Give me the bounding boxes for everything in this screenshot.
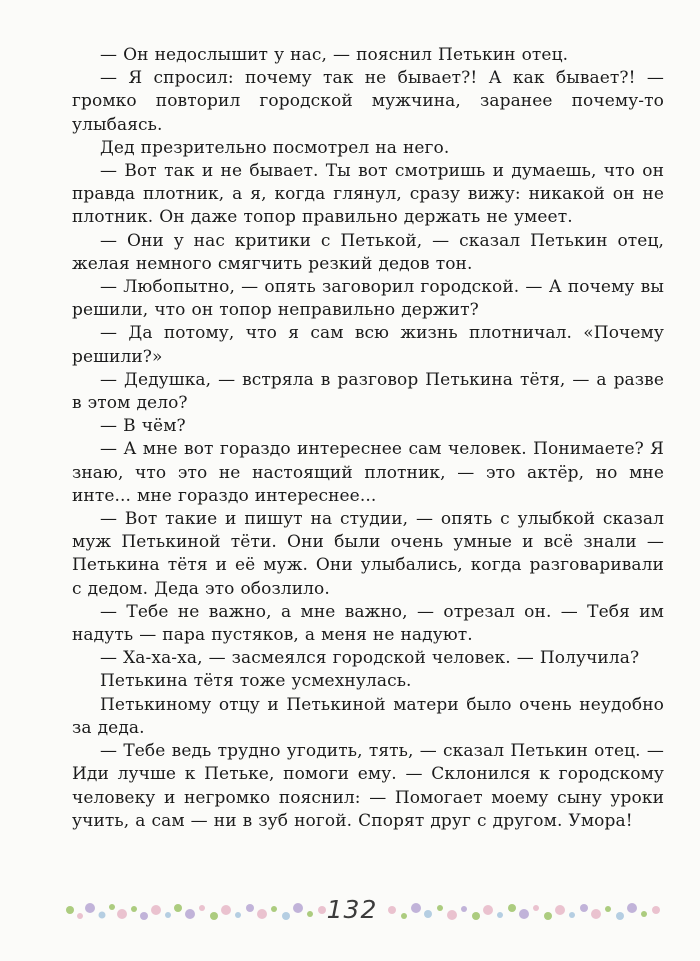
paragraph-2: — Я спросил: почему так не бывает?! А как бывает?! — громко повторил городской мужчина, заранее почему-то улыбаясь. bbox=[72, 68, 664, 135]
paragraph-14: Петькина тётя тоже усмехнулась. bbox=[100, 671, 412, 692]
page-number: 132 bbox=[326, 895, 378, 924]
paragraph-9: — В чём? bbox=[100, 416, 186, 437]
paragraph-13: — Ха-ха-ха, — засмеялся городской человек. — Получила? bbox=[100, 648, 640, 669]
story-text bbox=[72, 44, 664, 833]
paragraph-7: — Да потому, что я сам всю жизнь плотничал. «Почему решили?» bbox=[72, 323, 664, 367]
paragraph-8: — Дедушка, — встряла в разговор Петькина тётя, — а разве в этом дело? bbox=[72, 369, 664, 414]
paragraph-12: — Тебе не важно, а мне важно, — отрезал он. — Тебя им надуть — пара пустяков, а меня не надуют. bbox=[72, 601, 664, 646]
paragraph-3: Дед презрительно посмотрел на него. bbox=[100, 137, 450, 158]
paragraph-11: — Вот такие и пишут на студии, — опять с улыбкой сказал муж Петькиной тёти. Они были очень умные и всё знали — Петькина тётя и её муж. Они улыбались, когда разговаривали с дедом. Деда это обозлило. bbox=[72, 509, 664, 599]
page-footer bbox=[62, 890, 672, 936]
paragraph-1: — Он недослышит у нас, — пояснил Петькин отец. bbox=[100, 45, 569, 65]
paragraph-16: — Тебе ведь трудно угодить, тять, — сказал Петькин отец. — Иди лучше к Петьке, помоги ему. — Склонился к городскому человеку и негромко пояснил: — Помогает моему сыну уроки учить, а сам — ни в зуб ногой. Спорят друг с другом. Умора! bbox=[72, 741, 664, 831]
paragraph-15: Петькиному отцу и Петькиной матери было очень неудобно за деда. bbox=[72, 694, 664, 738]
paragraph-10: — А мне вот гораздо интереснее сам человек. Понимаете? Я знаю, что это не настоящий плотник, — это актёр, но мне инте... мне гораздо интереснее... bbox=[72, 439, 664, 506]
paragraph-6: — Любопытно, — опять заговорил городской. — А почему вы решили, что он топор неправильно держит? bbox=[72, 277, 664, 321]
paragraph-5: — Они у нас критики с Петькой, — сказал Петькин отец, желая немного смягчить резкий дедов тон. bbox=[72, 230, 664, 274]
paragraph-4: — Вот так и не бывает. Ты вот смотришь и думаешь, что он правда плотник, а я, когда глянул, сразу вижу: никакой он не плотник. Он даже топор правильно держать не умеет. bbox=[72, 161, 664, 228]
